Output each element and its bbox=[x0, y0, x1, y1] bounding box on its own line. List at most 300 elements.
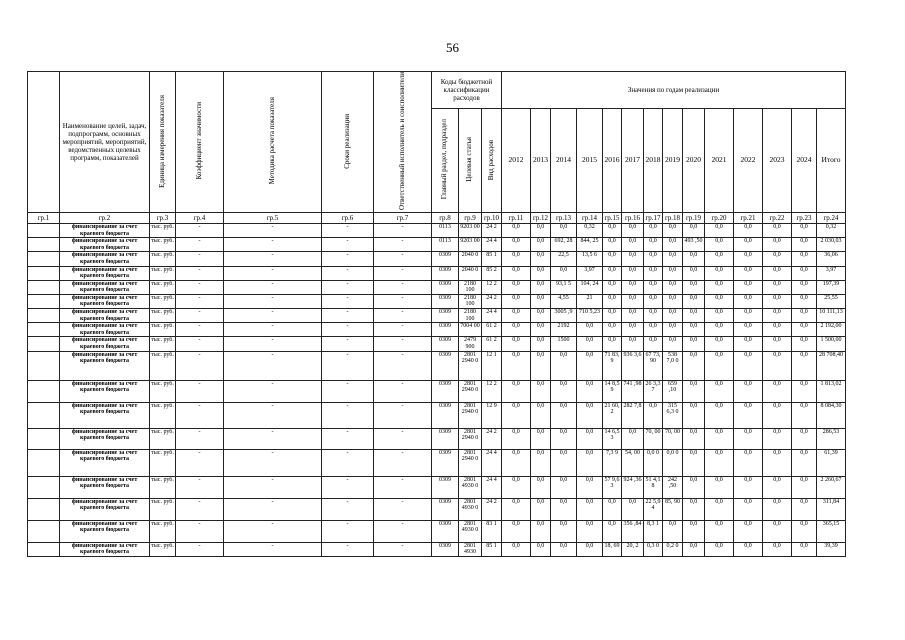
row-name: финансирование за счет краевого бюджета bbox=[60, 252, 150, 266]
year-value: 85, 90 bbox=[663, 498, 683, 520]
table-row bbox=[28, 223, 846, 237]
blank bbox=[28, 476, 60, 498]
blank bbox=[28, 280, 60, 294]
row-code-main: 0309 bbox=[432, 266, 459, 280]
year-value: 0,0 bbox=[622, 498, 644, 520]
blank bbox=[28, 309, 60, 323]
row-code-main: 0113 bbox=[432, 238, 459, 252]
row-exec: - bbox=[374, 294, 432, 308]
year-value: 0,0 bbox=[792, 402, 817, 428]
year-value: 0,0 bbox=[705, 323, 734, 337]
year-value: 0,0 bbox=[734, 476, 763, 498]
year-value: 0,0 bbox=[705, 337, 734, 351]
row-coef: - bbox=[176, 223, 224, 237]
gr-label: гр.19 bbox=[683, 212, 705, 223]
row-name: финансирование за счет краевого бюджета bbox=[60, 476, 150, 498]
year-value: 0,0 bbox=[683, 252, 705, 266]
header-executor: Ответственный исполнитель и соисполнители bbox=[374, 72, 432, 213]
row-name: финансирование за счет краевого бюджета bbox=[60, 498, 150, 520]
row-code-target: 2801 2940 0 bbox=[459, 449, 482, 476]
gr-label: гр.1 bbox=[28, 212, 60, 223]
year-value: 0,0 bbox=[577, 380, 603, 402]
year-value: 0,0 bbox=[622, 309, 644, 323]
year-value: 0,0 bbox=[502, 428, 531, 449]
row-method: - bbox=[224, 323, 322, 337]
year-value: 0,0 bbox=[663, 520, 683, 542]
row-code-main: 0309 bbox=[432, 323, 459, 337]
row-term: - bbox=[322, 449, 374, 476]
row-code-target: 2180 100 bbox=[459, 309, 482, 323]
header-terms: Сроки реализации bbox=[322, 72, 374, 213]
row-code-target: 2801 4930 bbox=[459, 542, 482, 556]
year-value: 0,0 bbox=[644, 252, 663, 266]
year-header: 2017 bbox=[622, 109, 644, 213]
year-value: 0,0 bbox=[551, 428, 577, 449]
row-term: - bbox=[322, 380, 374, 402]
year-value: 0,0 bbox=[734, 351, 763, 380]
year-value: 0,0 bbox=[663, 238, 683, 252]
row-method: - bbox=[224, 280, 322, 294]
year-value: 0,0 bbox=[705, 476, 734, 498]
row-code-type: 85 2 bbox=[482, 266, 502, 280]
row-method: - bbox=[224, 266, 322, 280]
blank bbox=[28, 542, 60, 556]
year-value: 0,0 bbox=[531, 449, 551, 476]
year-value: 0,0 bbox=[551, 380, 577, 402]
year-value: 21 bbox=[577, 294, 603, 308]
row-code-main: 0309 bbox=[432, 449, 459, 476]
row-code-type: 24 2 bbox=[482, 428, 502, 449]
row-total: 25,55 bbox=[817, 294, 846, 308]
row-code-main: 0113 bbox=[432, 223, 459, 237]
year-value: 844, 25 bbox=[577, 238, 603, 252]
table-row bbox=[28, 337, 846, 351]
header-values: Значения по годам реализации bbox=[502, 72, 846, 109]
row-total: 1 500,00 bbox=[817, 337, 846, 351]
year-value: 0,0 bbox=[622, 294, 644, 308]
row-method: - bbox=[224, 542, 322, 556]
year-value: 0,0 bbox=[734, 238, 763, 252]
year-value: 0,0 bbox=[577, 498, 603, 520]
year-header: 2018 bbox=[644, 109, 663, 213]
row-unit: тыс. руб. bbox=[150, 309, 176, 323]
row-code-target: 2479 900 bbox=[459, 337, 482, 351]
row-exec: - bbox=[374, 428, 432, 449]
gr-label: гр.16 bbox=[622, 212, 644, 223]
gr-label: гр.2 bbox=[60, 212, 150, 223]
year-value: 0,0 bbox=[502, 238, 531, 252]
row-code-type: 24 4 bbox=[482, 309, 502, 323]
year-value: 0,0 bbox=[577, 449, 603, 476]
row-unit: тыс. руб. bbox=[150, 252, 176, 266]
row-total: 3,97 bbox=[817, 266, 846, 280]
row-method: - bbox=[224, 309, 322, 323]
blank bbox=[28, 449, 60, 476]
row-total: 1 813,02 bbox=[817, 380, 846, 402]
row-exec: - bbox=[374, 266, 432, 280]
year-value: 0,0 bbox=[763, 380, 792, 402]
year-value: 0,0 bbox=[577, 337, 603, 351]
row-code-type: 12 9 bbox=[482, 402, 502, 428]
row-unit: тыс. руб. bbox=[150, 223, 176, 237]
row-unit: тыс. руб. bbox=[150, 351, 176, 380]
row-code-type: 24 2 bbox=[482, 294, 502, 308]
year-value: 0,0 bbox=[705, 252, 734, 266]
row-exec: - bbox=[374, 238, 432, 252]
row-name: финансирование за счет краевого бюджета bbox=[60, 428, 150, 449]
row-unit: тыс. руб. bbox=[150, 498, 176, 520]
year-value: 0,0 bbox=[502, 402, 531, 428]
row-exec: - bbox=[374, 380, 432, 402]
row-code-type: 24 4 bbox=[482, 476, 502, 498]
row-code-type: 61 2 bbox=[482, 337, 502, 351]
row-code-type: 24 4 bbox=[482, 449, 502, 476]
blank bbox=[28, 428, 60, 449]
year-value: 0,32 bbox=[577, 223, 603, 237]
year-value: 0,0 bbox=[683, 402, 705, 428]
year-value: 0,0 bbox=[502, 476, 531, 498]
year-value: 0,0 bbox=[763, 476, 792, 498]
row-unit: тыс. руб. bbox=[150, 449, 176, 476]
gr-label: гр.14 bbox=[577, 212, 603, 223]
year-value: 0,0 bbox=[763, 520, 792, 542]
table-row bbox=[28, 520, 846, 542]
row-unit: тыс. руб. bbox=[150, 402, 176, 428]
year-value: 0,0 bbox=[551, 266, 577, 280]
year-value: 0,0 bbox=[502, 498, 531, 520]
year-value: 0,0 bbox=[502, 294, 531, 308]
row-total: 2 192,00 bbox=[817, 323, 846, 337]
row-coef: - bbox=[176, 280, 224, 294]
year-value: 0,0 bbox=[734, 280, 763, 294]
year-value: 0,0 bbox=[792, 498, 817, 520]
row-code-target: 2801 2940 0 bbox=[459, 402, 482, 428]
row-code-target: 2801 2940 0 bbox=[459, 428, 482, 449]
row-name: финансирование за счет краевого бюджета bbox=[60, 294, 150, 308]
row-coef: - bbox=[176, 498, 224, 520]
year-value: 0,0 bbox=[622, 428, 644, 449]
row-exec: - bbox=[374, 252, 432, 266]
row-coef: - bbox=[176, 428, 224, 449]
year-value: 0,0 bbox=[663, 309, 683, 323]
year-value: 0,0 bbox=[792, 238, 817, 252]
year-value: 0,0 bbox=[683, 520, 705, 542]
table-row bbox=[28, 238, 846, 252]
row-term: - bbox=[322, 351, 374, 380]
year-value: 0,0 bbox=[551, 476, 577, 498]
row-coef: - bbox=[176, 542, 224, 556]
table-row bbox=[28, 309, 846, 323]
year-value: 0,0 bbox=[734, 542, 763, 556]
row-coef: - bbox=[176, 380, 224, 402]
row-method: - bbox=[224, 252, 322, 266]
year-value: 13,5 6 bbox=[577, 252, 603, 266]
year-value: 0,0 bbox=[683, 266, 705, 280]
row-method: - bbox=[224, 428, 322, 449]
row-exec: - bbox=[374, 402, 432, 428]
table-row bbox=[28, 351, 846, 380]
header-name: Наименование целей, задач, подпрограмм, основных мероприятий, мероприятий, ведомственных целевых программ, показателей bbox=[60, 72, 150, 213]
year-value: 0,0 bbox=[683, 280, 705, 294]
year-value: 0,0 bbox=[792, 294, 817, 308]
year-value: 0,0 bbox=[763, 280, 792, 294]
header-code-type: Вид расходов bbox=[482, 109, 502, 213]
row-code-target: 7004 00 bbox=[459, 323, 482, 337]
year-value: 20, 2 bbox=[622, 542, 644, 556]
year-value: 0,0 bbox=[734, 428, 763, 449]
year-value: 0,0 bbox=[763, 223, 792, 237]
year-value: 0,0 bbox=[502, 309, 531, 323]
year-value: 0,0 bbox=[792, 542, 817, 556]
year-value: 0,0 bbox=[644, 294, 663, 308]
row-code-target: 2801 4930 0 bbox=[459, 520, 482, 542]
year-value: 0,0 bbox=[531, 520, 551, 542]
row-exec: - bbox=[374, 351, 432, 380]
year-value: 0,0 bbox=[663, 280, 683, 294]
year-value: 0,0 bbox=[531, 351, 551, 380]
row-name: финансирование за счет краевого бюджета bbox=[60, 380, 150, 402]
gr-label: гр.22 bbox=[763, 212, 792, 223]
row-method: - bbox=[224, 498, 322, 520]
year-header: 2015 bbox=[577, 109, 603, 213]
year-header: 2022 bbox=[734, 109, 763, 213]
year-value: 0,0 bbox=[603, 266, 622, 280]
year-value: 2192 bbox=[551, 323, 577, 337]
year-value: 0,0 bbox=[683, 223, 705, 237]
row-total: 61,39 bbox=[817, 449, 846, 476]
row-total: 28 708,40 bbox=[817, 351, 846, 380]
year-value: 0,0 bbox=[577, 351, 603, 380]
year-value: 0,0 bbox=[734, 402, 763, 428]
year-value: 0,0 bbox=[603, 223, 622, 237]
row-unit: тыс. руб. bbox=[150, 428, 176, 449]
year-value: 8,3 1 bbox=[644, 520, 663, 542]
year-value: 0,0 bbox=[644, 223, 663, 237]
row-code-target: 2040 0 bbox=[459, 266, 482, 280]
year-value: 3,97 bbox=[577, 266, 603, 280]
row-code-type: 83 1 bbox=[482, 520, 502, 542]
row-total: 286,53 bbox=[817, 428, 846, 449]
year-value: 0,0 bbox=[622, 280, 644, 294]
year-value: 71 83, 9 bbox=[603, 351, 622, 380]
year-header: 2019 bbox=[663, 109, 683, 213]
gr-label: гр.3 bbox=[150, 212, 176, 223]
gr-label: гр.17 bbox=[645, 213, 661, 222]
row-coef: - bbox=[176, 449, 224, 476]
year-value: 0,0 bbox=[577, 476, 603, 498]
table-row bbox=[28, 449, 846, 476]
year-value: 0,0 bbox=[683, 351, 705, 380]
year-value: 0,0 bbox=[502, 223, 531, 237]
row-method: - bbox=[224, 238, 322, 252]
row-code-target: 2801 2940 0 bbox=[459, 351, 482, 380]
row-total: 36,06 bbox=[817, 252, 846, 266]
row-code-target: 9203 00 bbox=[459, 223, 482, 237]
year-value: 0,0 bbox=[531, 223, 551, 237]
row-name: финансирование за счет краевого бюджета bbox=[60, 542, 150, 556]
year-value: 0,0 bbox=[663, 294, 683, 308]
row-term: - bbox=[322, 252, 374, 266]
year-value: 0,0 bbox=[734, 252, 763, 266]
table-row bbox=[28, 476, 846, 498]
year-value: 0,0 bbox=[531, 266, 551, 280]
gr-label: гр.9 bbox=[459, 212, 482, 223]
year-value: 70, 00 bbox=[663, 428, 683, 449]
year-value: 315 6,3 0 bbox=[663, 402, 683, 428]
blank bbox=[28, 294, 60, 308]
year-value: 0,0 bbox=[603, 498, 622, 520]
year-value: 14 8,5 9 bbox=[603, 380, 622, 402]
row-term: - bbox=[322, 294, 374, 308]
gr-label: гр.13 bbox=[551, 212, 577, 223]
row-code-target: 2040 0 bbox=[459, 252, 482, 266]
row-code-main: 0309 bbox=[432, 252, 459, 266]
year-value: 0,0 bbox=[531, 542, 551, 556]
year-value: 0,0 bbox=[705, 449, 734, 476]
year-value: 0,0 bbox=[622, 337, 644, 351]
table-row bbox=[28, 380, 846, 402]
year-value: 0,0 bbox=[531, 337, 551, 351]
row-term: - bbox=[322, 498, 374, 520]
year-value: 356 ,84 bbox=[622, 520, 644, 542]
header-method: Методика расчета показателя bbox=[224, 72, 322, 213]
row-exec: - bbox=[374, 223, 432, 237]
row-total: 2 030,03 bbox=[817, 238, 846, 252]
row-code-main: 0309 bbox=[432, 337, 459, 351]
row-code-main: 0309 bbox=[432, 476, 459, 498]
year-value: 0,0 bbox=[551, 542, 577, 556]
row-code-main: 0309 bbox=[432, 428, 459, 449]
year-value: 0,0 bbox=[683, 498, 705, 520]
gr-label: гр.12 bbox=[531, 212, 551, 223]
page-number: 56 bbox=[446, 40, 459, 55]
year-value: 0,0 bbox=[792, 337, 817, 351]
row-code-main: 0309 bbox=[432, 402, 459, 428]
blank bbox=[28, 266, 60, 280]
table-row bbox=[28, 402, 846, 428]
year-value: 0,0 bbox=[531, 402, 551, 428]
year-value: 0,0 bbox=[502, 449, 531, 476]
year-value: 0,0 0 bbox=[663, 449, 683, 476]
year-value: 0,0 bbox=[734, 498, 763, 520]
year-value: 0,0 bbox=[792, 280, 817, 294]
gr-label: гр.6 bbox=[322, 212, 374, 223]
year-value: 4,55 bbox=[551, 294, 577, 308]
year-header: 2021 bbox=[705, 109, 734, 213]
year-value: 0,0 bbox=[502, 380, 531, 402]
row-name: финансирование за счет краевого бюджета bbox=[60, 309, 150, 323]
year-header: 2016 bbox=[603, 109, 622, 213]
row-name: финансирование за счет краевого бюджета bbox=[60, 280, 150, 294]
header-codes: Коды бюджетной классификации расходов bbox=[432, 72, 502, 109]
gr-label: гр.21 bbox=[734, 212, 763, 223]
year-value: 0,0 bbox=[502, 266, 531, 280]
row-total: 39,39 bbox=[817, 542, 846, 556]
row-coef: - bbox=[176, 337, 224, 351]
table-row bbox=[28, 498, 846, 520]
year-value: 0,0 bbox=[763, 294, 792, 308]
year-value: 242 ,50 bbox=[663, 476, 683, 498]
year-value: 18, 69 bbox=[603, 542, 622, 556]
year-value: 0,0 bbox=[683, 476, 705, 498]
year-value: 924 ,36 bbox=[622, 476, 644, 498]
year-value: 0,0 bbox=[705, 223, 734, 237]
row-method: - bbox=[224, 380, 322, 402]
year-value: 0,0 0 bbox=[644, 449, 663, 476]
row-code-target: 2801 4930 0 bbox=[459, 476, 482, 498]
row-total: 365,15 bbox=[817, 520, 846, 542]
year-value: 0,0 bbox=[763, 266, 792, 280]
row-coef: - bbox=[176, 351, 224, 380]
year-value: 22 5,9 4 bbox=[644, 498, 663, 520]
row-term: - bbox=[322, 542, 374, 556]
gr-label: гр.4 bbox=[176, 212, 224, 223]
year-header: 2023 bbox=[763, 109, 792, 213]
row-method: - bbox=[224, 402, 322, 428]
row-name: финансирование за счет краевого бюджета bbox=[60, 402, 150, 428]
row-code-main: 0309 bbox=[432, 294, 459, 308]
year-value: 21 60, 2 bbox=[603, 402, 622, 428]
row-exec: - bbox=[374, 280, 432, 294]
year-value: 493 ,50 bbox=[683, 238, 705, 252]
year-value: 0,0 bbox=[577, 520, 603, 542]
row-code-type: 85 1 bbox=[482, 252, 502, 266]
year-value: 0,0 bbox=[531, 238, 551, 252]
row-term: - bbox=[322, 223, 374, 237]
year-value: 0,0 bbox=[683, 309, 705, 323]
row-code-target: 2180 100 bbox=[459, 294, 482, 308]
year-value: 0,0 bbox=[622, 266, 644, 280]
year-value: 0,0 bbox=[502, 351, 531, 380]
year-value: 0,0 bbox=[763, 449, 792, 476]
year-value: 0,0 bbox=[792, 252, 817, 266]
year-value: 0,0 bbox=[763, 498, 792, 520]
year-value: 0,0 bbox=[577, 323, 603, 337]
year-value: 0,0 bbox=[734, 380, 763, 402]
row-coef: - bbox=[176, 476, 224, 498]
row-term: - bbox=[322, 476, 374, 498]
header-code-target: Целевая статья bbox=[459, 109, 482, 213]
year-value: 538 7,0 0 bbox=[663, 351, 683, 380]
header-blank bbox=[28, 72, 60, 213]
year-value: 0,0 bbox=[705, 542, 734, 556]
year-value: 0,0 bbox=[705, 428, 734, 449]
row-code-main: 0309 bbox=[432, 498, 459, 520]
year-value: 0,0 bbox=[502, 520, 531, 542]
year-value: 3005 ,9 bbox=[551, 309, 577, 323]
year-value: 0,0 bbox=[603, 323, 622, 337]
year-value: 0,0 bbox=[531, 498, 551, 520]
row-coef: - bbox=[176, 252, 224, 266]
row-unit: тыс. руб. bbox=[150, 266, 176, 280]
year-value: 0,0 bbox=[531, 309, 551, 323]
year-value: 0,0 bbox=[663, 323, 683, 337]
year-value: 0,0 bbox=[644, 266, 663, 280]
row-code-type: 24 4 bbox=[482, 238, 502, 252]
year-value: 0,3 0 bbox=[644, 542, 663, 556]
gr-label: гр.10 bbox=[482, 212, 502, 223]
year-value: 0,0 bbox=[577, 542, 603, 556]
row-code-target: 9203 00 bbox=[459, 238, 482, 252]
row-code-type: 12 2 bbox=[482, 280, 502, 294]
row-coef: - bbox=[176, 294, 224, 308]
year-value: 0,0 bbox=[622, 323, 644, 337]
year-value: 0,0 bbox=[705, 238, 734, 252]
year-value: 0,0 bbox=[622, 223, 644, 237]
row-name: финансирование за счет краевого бюджета bbox=[60, 238, 150, 252]
year-value: 54, 00 bbox=[622, 449, 644, 476]
year-value: 0,0 bbox=[603, 294, 622, 308]
